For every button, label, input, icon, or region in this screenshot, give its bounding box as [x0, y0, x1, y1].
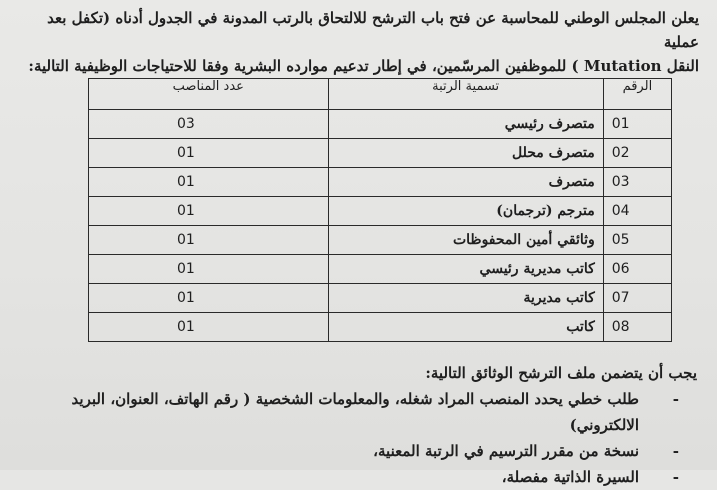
table-row: [89, 284, 672, 313]
row-title: متصرف: [328, 168, 603, 197]
row-title: وثائقي أمين المحفوظات: [328, 226, 603, 255]
intro-line-2: النقل Mutation ) للموظفين المرسّمين، في إطار تدعيم موارده البشرية وفقا للاحتياجات الوظيفية التالية:: [28, 57, 699, 75]
table-row: [89, 168, 672, 197]
row-title: متصرف رئيسي: [328, 110, 603, 139]
bullet-dash: -: [672, 468, 679, 486]
row-count: 01: [89, 284, 329, 313]
announcement-intro: [19, 6, 699, 78]
row-number: 05: [603, 226, 671, 255]
row-title: متصرف محلل: [328, 139, 603, 168]
list-item: [17, 386, 697, 438]
row-count: 01: [89, 168, 329, 197]
table-row: [89, 255, 672, 284]
header-count: عدد المناصب: [89, 79, 329, 110]
list-item-text: طلب خطي يحدد المنصب المراد شغله، والمعلومات الشخصية ( رقم الهاتف، العنوان، البريد الالكتروني): [71, 390, 639, 434]
row-title: كاتب مديرية: [328, 284, 603, 313]
row-count: 03: [89, 110, 329, 139]
required-documents: [17, 360, 697, 490]
header-number: الرقم: [603, 79, 671, 110]
list-item: [17, 438, 697, 464]
row-count: 01: [89, 255, 329, 284]
row-number: 08: [603, 313, 671, 342]
table-row: [89, 139, 672, 168]
row-number: 02: [603, 139, 671, 168]
documents-list: [17, 386, 697, 490]
header-title: تسمية الرتبة: [328, 79, 603, 110]
row-count: 01: [89, 313, 329, 342]
row-title: مترجم (ترجمان): [328, 197, 603, 226]
ranks-table: [88, 78, 672, 342]
documents-heading: يجب أن يتضمن ملف الترشح الوثائق التالية:: [425, 364, 697, 382]
bullet-dash: -: [672, 390, 679, 408]
list-item: [17, 464, 697, 490]
row-number: 07: [603, 284, 671, 313]
table-row: [89, 110, 672, 139]
row-count: 01: [89, 197, 329, 226]
table-row: [89, 197, 672, 226]
intro-line-1: يعلن المجلس الوطني للمحاسبة عن فتح باب الترشح للالتحاق بالرتب المدونة في الجدول أدناه (تكفل بعد عملية: [47, 9, 699, 51]
table-header-row: [89, 79, 672, 110]
row-count: 01: [89, 139, 329, 168]
list-item-text: نسخة من مقرر الترسيم في الرتبة المعنية،: [373, 442, 639, 460]
row-number: 04: [603, 197, 671, 226]
row-count: 01: [89, 226, 329, 255]
row-number: 03: [603, 168, 671, 197]
row-title: كاتب: [328, 313, 603, 342]
row-number: 01: [603, 110, 671, 139]
list-item-text: السيرة الذاتية مفصلة،: [501, 468, 639, 486]
bullet-dash: -: [672, 442, 679, 460]
row-number: 06: [603, 255, 671, 284]
row-title: كاتب مديرية رئيسي: [328, 255, 603, 284]
table-row: [89, 313, 672, 342]
table-row: [89, 226, 672, 255]
